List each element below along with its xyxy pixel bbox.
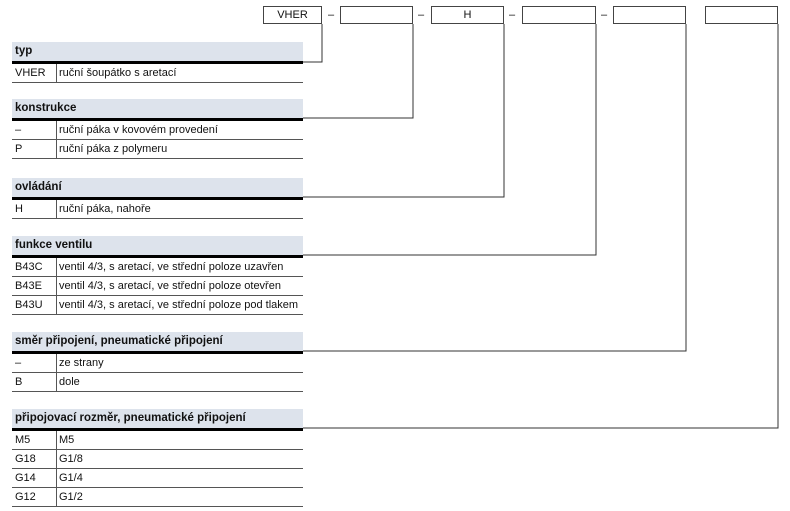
row-code: B — [15, 376, 23, 388]
code-field-typ: VHER — [263, 6, 322, 24]
row-desc: ruční páka, nahoře — [59, 203, 151, 215]
code-field-ovladani: H — [431, 6, 504, 24]
table-row — [12, 431, 303, 450]
row-code: – — [15, 124, 22, 136]
row-desc: G1/2 — [59, 491, 83, 503]
group-ovladani — [12, 178, 303, 219]
table-row — [12, 450, 303, 469]
code-field-rozmer — [705, 6, 778, 24]
group-title: ovládání — [12, 178, 303, 200]
group-konstrukce — [12, 99, 303, 159]
table-row — [12, 121, 303, 140]
group-pripojovaci-rozmer — [12, 409, 303, 507]
table-row — [12, 277, 303, 296]
row-desc: ruční šoupátko s aretací — [59, 67, 177, 79]
group-funkce-ventilu — [12, 236, 303, 315]
connector-rozmer — [303, 24, 778, 428]
row-desc: ventil 4/3, s aretací, ve střední poloze uzavřen — [59, 261, 284, 273]
table-row — [12, 258, 303, 277]
row-desc: ventil 4/3, s aretací, ve střední poloze pod tlakem — [59, 299, 299, 311]
row-code: M5 — [15, 434, 31, 446]
group-title: typ — [12, 42, 303, 64]
code-separator: – — [327, 9, 335, 21]
row-desc: ruční páka v kovovém provedení — [59, 124, 218, 136]
row-code: VHER — [15, 67, 46, 79]
table-row — [12, 373, 303, 392]
connector-ovladani — [303, 24, 504, 197]
code-field-smer — [613, 6, 686, 24]
table-row — [12, 140, 303, 159]
row-code: – — [15, 357, 22, 369]
code-field-konstrukce — [340, 6, 413, 24]
row-code: B43C — [15, 261, 43, 273]
group-typ — [12, 42, 303, 83]
row-code: G14 — [15, 472, 36, 484]
code-separator: – — [600, 9, 608, 21]
row-desc: ruční páka z polymeru — [59, 143, 168, 155]
group-smer-pripojeni — [12, 332, 303, 392]
row-desc: ventil 4/3, s aretací, ve střední poloze otevřen — [59, 280, 281, 292]
row-desc: M5 — [59, 434, 75, 446]
connector-typ — [303, 24, 322, 62]
code-separator: – — [417, 9, 425, 21]
group-title: připojovací rozměr, pneumatické připojení — [12, 409, 303, 431]
group-title: konstrukce — [12, 99, 303, 121]
row-desc: ze strany — [59, 357, 104, 369]
row-code: P — [15, 143, 23, 155]
connector-funkce — [303, 24, 596, 255]
table-row — [12, 200, 303, 219]
row-code: G12 — [15, 491, 36, 503]
connector-smer — [303, 24, 686, 351]
row-code: B43E — [15, 280, 42, 292]
row-code: H — [15, 203, 23, 215]
connector-konstrukce — [303, 24, 413, 118]
row-desc: G1/8 — [59, 453, 83, 465]
row-code: G18 — [15, 453, 36, 465]
row-desc: G1/4 — [59, 472, 83, 484]
code-field-funkce — [522, 6, 596, 24]
table-row — [12, 488, 303, 507]
code-separator: – — [508, 9, 516, 21]
table-row — [12, 469, 303, 488]
row-desc: dole — [59, 376, 80, 388]
row-code: B43U — [15, 299, 43, 311]
table-row — [12, 354, 303, 373]
table-row — [12, 296, 303, 315]
group-title: směr připojení, pneumatické připojení — [12, 332, 303, 354]
group-title: funkce ventilu — [12, 236, 303, 258]
table-row — [12, 64, 303, 83]
